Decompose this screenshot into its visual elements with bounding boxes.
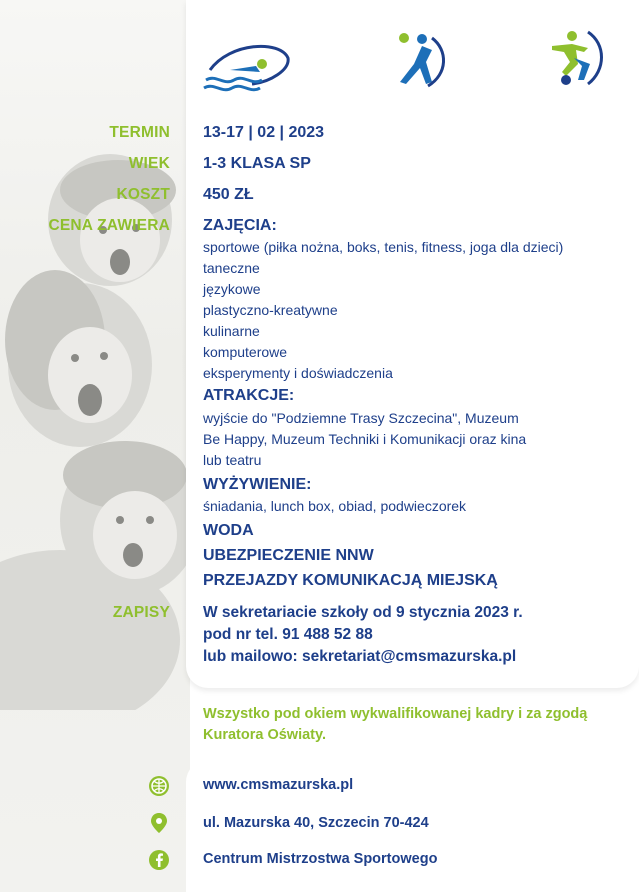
wiek-value: 1-3 KLASA SP <box>203 155 311 172</box>
atrakcje-line: Be Happy, Muzeum Techniki i Komunikacji oraz kina <box>203 431 527 447</box>
termin-label: TERMIN <box>109 124 170 141</box>
zajecia-item: kulinarne <box>203 323 260 339</box>
zapisy-email[interactable]: lub mailowo: sekretariat@cmsmazurska.pl <box>203 648 517 665</box>
zajecia-item: eksperymenty i doświadczenia <box>203 365 393 381</box>
map-pin-icon <box>148 812 170 834</box>
address-text: ul. Mazurska 40, Szczecin 70-424 <box>203 815 429 831</box>
zapisy-line: W sekretariacie szkoły od 9 stycznia 2023 r. <box>203 604 523 621</box>
footnote: Wszystko pod okiem wykwalifikowanej kadry i za zgodą Kuratora Oświaty. <box>203 706 588 743</box>
wyzywienie-line: śniadania, lunch box, obiad, podwieczorek <box>203 498 467 514</box>
wiek-label: WIEK <box>128 155 170 172</box>
extra-przejazdy: PRZEJAZDY KOMUNIKACJĄ MIEJSKĄ <box>203 572 498 589</box>
cena-zawiera-label: CENA ZAWIERA <box>48 217 170 234</box>
zajecia-item: plastyczno-kreatywne <box>203 302 338 318</box>
facebook-link[interactable]: Centrum Mistrzostwa Sportowego <box>203 851 438 867</box>
atrakcje-line: lub teatru <box>203 452 262 468</box>
zapisy-label: ZAPISY <box>112 604 170 621</box>
zajecia-item: sportowe (piłka nożna, boks, tenis, fitness, joga dla dzieci) <box>203 239 564 255</box>
zajecia-item: językowe <box>203 281 261 297</box>
volleyball-player-icon <box>392 30 450 88</box>
atrakcje-heading: ATRAKCJE: <box>203 387 295 404</box>
swimming-icon <box>200 40 292 92</box>
zajecia-item: komputerowe <box>203 344 288 360</box>
website-link[interactable]: www.cmsmazurska.pl <box>203 777 354 793</box>
koszt-value: 450 ZŁ <box>203 186 254 203</box>
wyzywienie-heading: WYŻYWIENIE: <box>203 476 312 493</box>
zajecia-heading: ZAJĘCIA: <box>203 217 277 234</box>
football-player-icon <box>548 28 606 86</box>
koszt-label: KOSZT <box>116 186 170 203</box>
extra-woda: WODA <box>203 522 254 539</box>
web-globe-icon <box>148 775 170 797</box>
facebook-icon <box>148 849 170 871</box>
atrakcje-line: wyjście do "Podziemne Trasy Szczecina", Muzeum <box>203 410 519 426</box>
zajecia-item: taneczne <box>203 260 260 276</box>
extra-ubezpieczenie: UBEZPIECZENIE NNW <box>203 547 374 564</box>
termin-value: 13-17 | 02 | 2023 <box>203 124 325 141</box>
zapisy-phone[interactable]: pod nr tel. 91 488 52 88 <box>203 626 373 643</box>
